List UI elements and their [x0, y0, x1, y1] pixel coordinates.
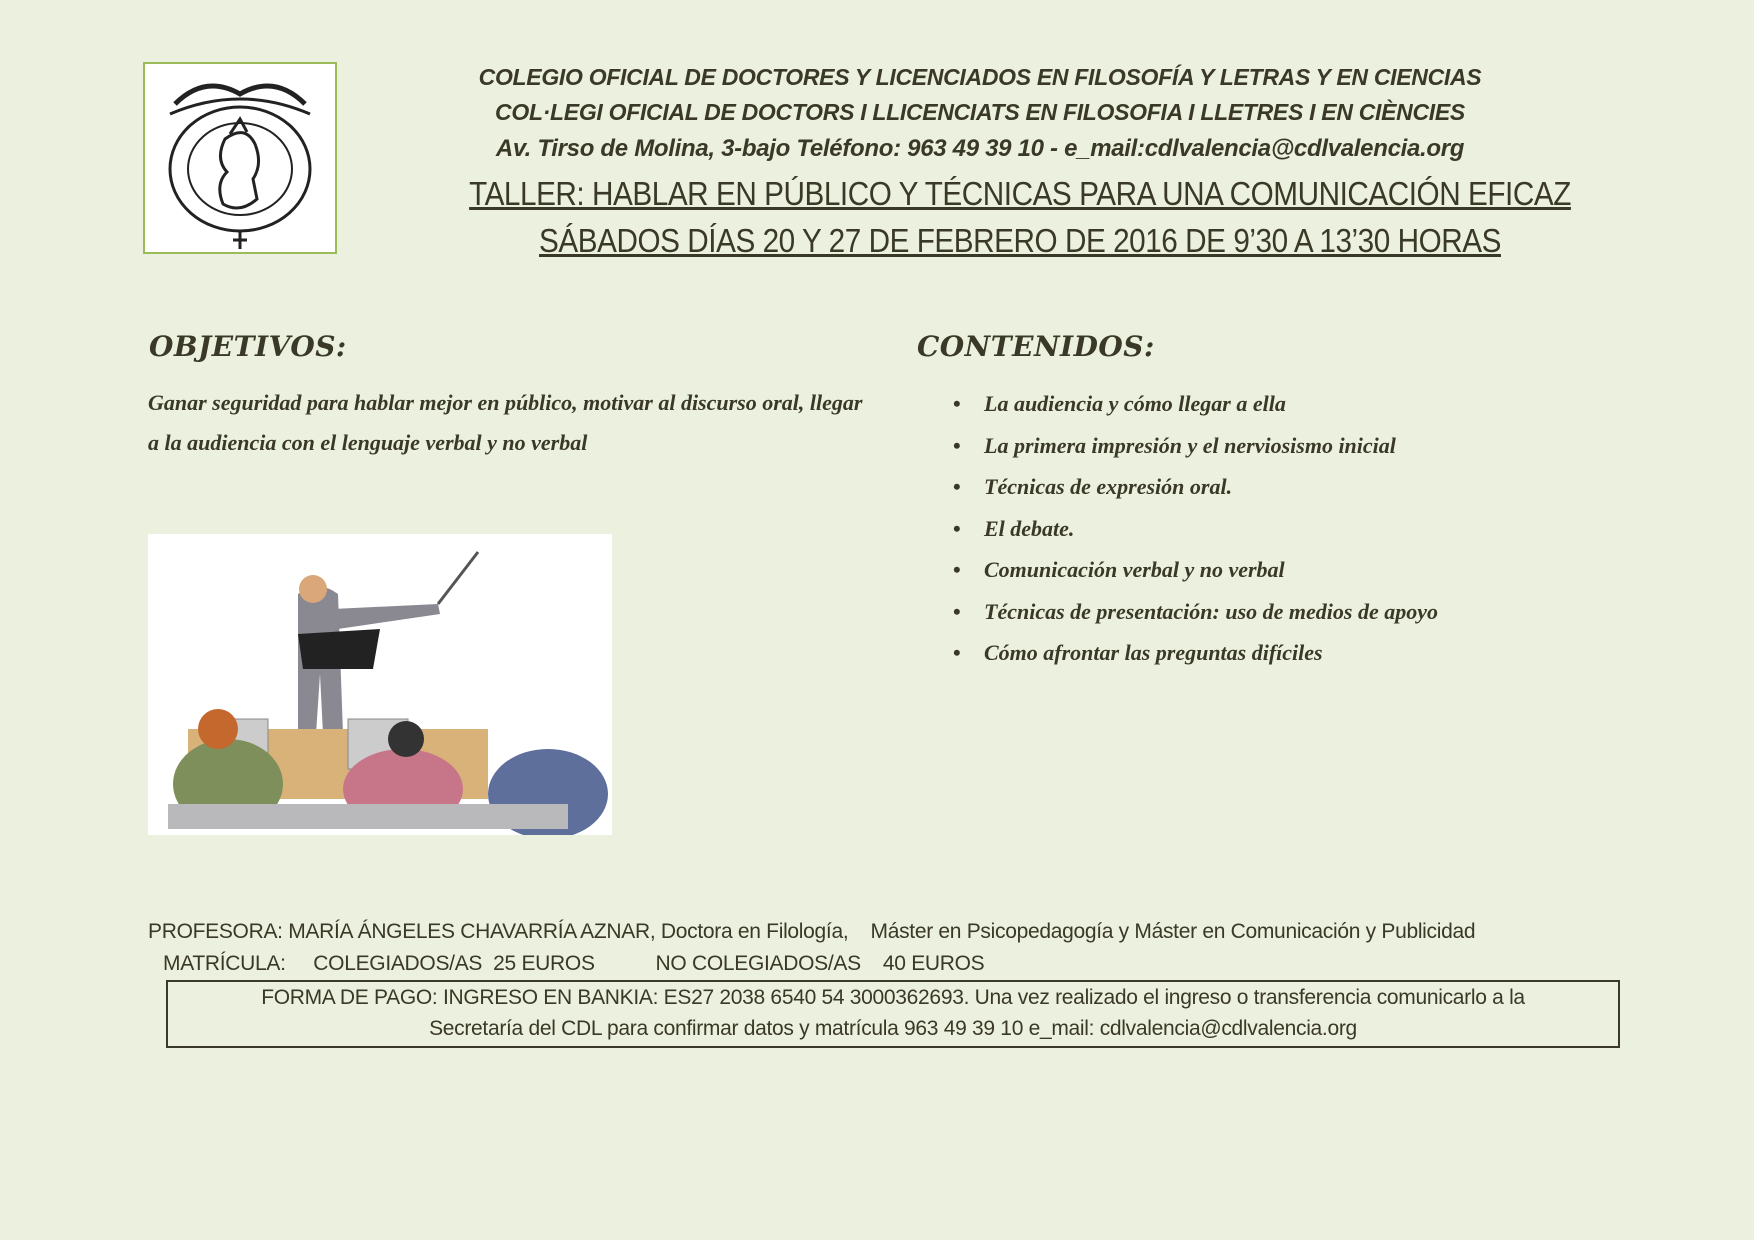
- college-name-ca: COL·LEGI OFICIAL DE DOCTORS I LLICENCIATS EN FILOSOFIA I LLETRES I EN CIÈNCIES: [495, 99, 1465, 125]
- list-item: • Comunicación verbal y no verbal: [953, 557, 1285, 582]
- matricula-line: MATRÍCULA: COLEGIADOS/AS 25 EUROS NO COLEGIADOS/AS 40 EUROS: [163, 952, 985, 975]
- contact-line: Av. Tirso de Molina, 3-bajo Teléfono: 963 49 39 10 - e_mail:cdlvalencia@cdlvalencia.org: [495, 135, 1465, 162]
- profesora-line: PROFESORA: MARÍA ÁNGELES CHAVARRÍA AZNAR, Doctora en Filología, Máster en Psicopedagogía y Máster en Comunicación y Publicidad: [148, 920, 1476, 943]
- list-item: • Técnicas de expresión oral.: [953, 474, 1233, 499]
- payment-line-2: Secretaría del CDL para confirmar datos y matrícula 963 49 39 10 e_mail: cdlvalencia@cdlvalencia.org: [429, 1017, 1357, 1040]
- workshop-title: TALLER: HABLAR EN PÚBLICO Y TÉCNICAS PARA UNA COMUNICACIÓN EFICAZ: [469, 175, 1571, 212]
- contenidos-list: [953, 391, 1438, 682]
- list-item: • La primera impresión y el nerviosismo inicial: [953, 432, 1396, 458]
- list-item: • El debate.: [953, 515, 1075, 541]
- objetivos-heading: OBJETIVOS:: [149, 330, 347, 363]
- list-item: • Técnicas de presentación: uso de medios de apoyo: [953, 598, 1438, 624]
- contenidos-heading: CONTENIDOS:: [917, 330, 1155, 363]
- workshop-dates: SÁBADOS DÍAS 20 Y 27 DE FEBRERO DE 2016 DE 9’30 A 13’30 HORAS: [539, 222, 1501, 259]
- payment-box: [166, 980, 1620, 1048]
- list-item: • Cómo afrontar las preguntas difíciles: [953, 640, 1323, 665]
- presenter-illustration: [148, 534, 612, 835]
- college-logo: [143, 62, 337, 254]
- list-item: • La audiencia y cómo llegar a ella: [953, 391, 1286, 416]
- seal-icon: [145, 64, 335, 252]
- payment-line-1: FORMA DE PAGO: INGRESO EN BANKIA: ES27 2038 6540 54 3000362693. Una vez realizado el ingreso o transferencia comunicarlo a la: [261, 986, 1525, 1009]
- college-name-es: COLEGIO OFICIAL DE DOCTORES Y LICENCIADOS EN FILOSOFÍA Y LETRAS Y EN CIENCIAS: [478, 64, 1482, 90]
- objetivos-text: Ganar seguridad para hablar mejor en público, motivar al discurso oral, llegar a la audiencia con el lenguaje verbal y no verbal: [148, 390, 863, 455]
